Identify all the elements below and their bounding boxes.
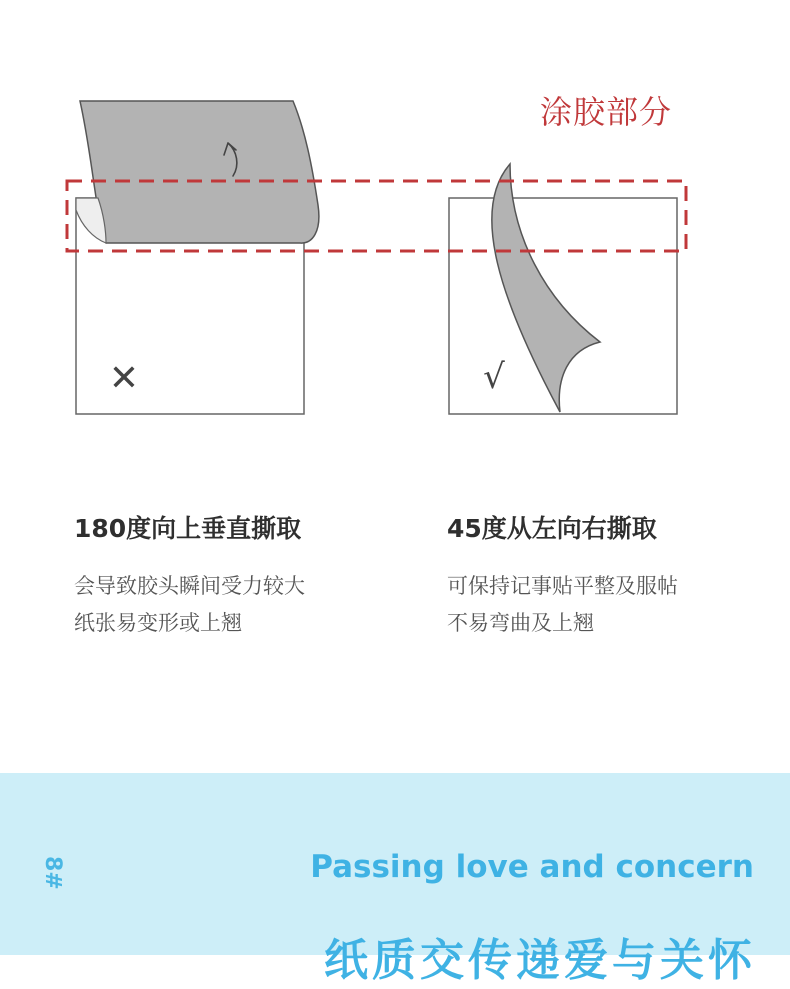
footer-banner	[0, 773, 790, 986]
method-title: 180度向上垂直撕取	[74, 514, 302, 543]
description-line: 可保持记事贴平整及服帖	[447, 574, 678, 598]
method-card-diagonal	[447, 512, 767, 642]
check-mark-icon: √	[483, 357, 505, 397]
english-tagline: Passing love and concern	[310, 849, 754, 885]
description-line: 不易弯曲及上翘	[447, 611, 594, 635]
cross-mark-icon: ✕	[108, 358, 140, 399]
left-lifted-sheet	[80, 101, 319, 243]
method-description	[74, 568, 394, 642]
page-marker: 8#	[40, 856, 65, 890]
description-line: 纸张易变形或上翘	[74, 611, 242, 635]
method-card-vertical	[74, 512, 394, 642]
chinese-tagline: 纸质交传递爱与关怀	[324, 935, 756, 986]
method-title: 45度从左向右撕取	[447, 514, 657, 543]
method-description	[447, 568, 767, 642]
description-line: 会导致胶头瞬间受力较大	[74, 574, 305, 598]
glue-area-label: 涂胶部分	[540, 93, 673, 131]
